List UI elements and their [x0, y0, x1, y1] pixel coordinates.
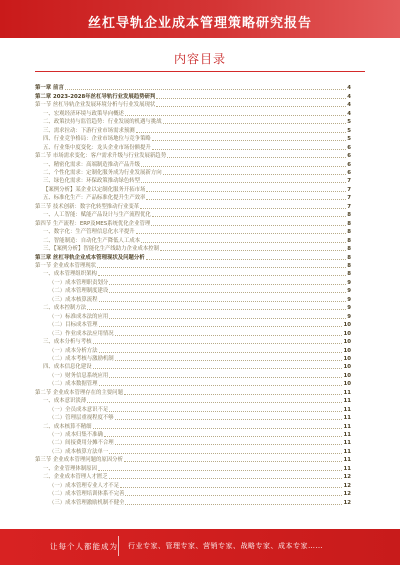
- toc-entry-title: 二、成本核算不精细: [43, 423, 92, 430]
- toc-entry-title: 一、人工智能：赋能产品设计与生产流程优化: [43, 212, 151, 219]
- toc-entry-title: 第四节 生产流程：ERP及MES系统优化企业管理: [35, 220, 151, 227]
- toc-dot-leader: [152, 215, 346, 217]
- toc-entry[interactable]: [35, 414, 351, 422]
- toc-page-number: 11: [343, 440, 351, 447]
- toc-entry[interactable]: [35, 363, 351, 371]
- toc-dot-leader: [109, 291, 346, 293]
- toc-entry-title: 第二节 企业成本管理存在的主要问题: [35, 389, 123, 396]
- toc-dot-leader: [152, 148, 346, 150]
- toc-entry-title: （二）目标成本管理: [49, 322, 98, 329]
- toc-entry[interactable]: [35, 338, 351, 346]
- toc-page-number: 12: [343, 499, 351, 506]
- toc-dot-leader: [152, 139, 346, 141]
- toc-dot-leader: [87, 308, 346, 310]
- toc-entry[interactable]: [35, 118, 351, 126]
- toc-entry-title: 三、绿色化需求：环保政策推动绿色转型: [43, 178, 141, 185]
- toc-entry-title: （二）成本考核与激励机制: [49, 355, 114, 362]
- toc-entry[interactable]: [35, 194, 351, 202]
- toc-entry[interactable]: [35, 456, 351, 464]
- toc-entry[interactable]: [35, 431, 351, 439]
- toc-heading-divider: [35, 71, 365, 72]
- toc-entry[interactable]: [35, 321, 351, 329]
- toc-dot-leader: [136, 232, 347, 234]
- toc-dot-leader: [99, 300, 347, 302]
- toc-dot-leader: [156, 105, 346, 107]
- toc-entry[interactable]: [35, 329, 351, 337]
- toc-dot-leader: [146, 190, 346, 192]
- toc-entry-title: 一、宏观经济环境与政策导向概述: [43, 110, 124, 117]
- toc-page-number: 8: [347, 237, 351, 244]
- toc-page-number: 10: [343, 355, 351, 362]
- toc-page-number: 10: [343, 364, 351, 371]
- toc-entry-title: （二）间接费用分摊不合理: [49, 440, 114, 447]
- toc-entry[interactable]: [35, 388, 351, 396]
- toc-entry[interactable]: [35, 355, 351, 363]
- toc-entry-title: （一）成本管理专业人才不足: [49, 482, 120, 489]
- toc-entry[interactable]: [35, 422, 351, 430]
- toc-entry-title: （一）成本归集不准确: [49, 432, 103, 439]
- toc-page-number: 7: [347, 195, 351, 202]
- toc-dot-leader: [99, 351, 343, 353]
- toc-heading: 内容目录: [173, 52, 226, 66]
- toc-dot-leader: [109, 452, 342, 454]
- toc-page-number: 10: [343, 381, 351, 388]
- toc-page-number: 12: [343, 491, 351, 498]
- toc-entry-title: 第一节 企业成本管理现状: [35, 262, 97, 269]
- toc-entry-title: 第一节 丝杠导轨企业发展环境分析与行业发展现状: [35, 102, 156, 109]
- toc-page-number: 8: [347, 220, 351, 227]
- toc-entry-title: 三、成本分析与考核: [43, 339, 92, 346]
- toc-entry[interactable]: [35, 405, 351, 413]
- toc-page-number: 12: [343, 482, 351, 489]
- report-title: 丝杠导轨企业成本管理策略研究报告: [87, 16, 312, 31]
- toc-entry-title: 第三节 技术创新：数字化转型推动行业变革: [35, 203, 140, 210]
- toc-dot-leader: [93, 367, 343, 369]
- toc-dot-leader: [141, 181, 346, 183]
- toc-chapter-entry[interactable]: [35, 253, 351, 261]
- toc-entry[interactable]: [35, 304, 351, 312]
- toc-dot-leader: [163, 173, 347, 175]
- toc-page-number: 4: [347, 110, 351, 117]
- toc-dot-leader: [115, 334, 343, 336]
- toc-entry-title: 二、智能制造：自动化生产降低人工成本: [43, 237, 141, 244]
- toc-dot-leader: [141, 241, 346, 243]
- toc-dot-leader: [109, 477, 343, 479]
- toc-entry-title: 二、政策扶持与监管趋势：行业发展的机遇与挑战: [43, 119, 162, 126]
- toc-entry[interactable]: [35, 109, 351, 117]
- toc-entry-title: 第二节 市场需求变化：客户需求升级与行业发展新趋势: [35, 153, 167, 160]
- toc-entry[interactable]: [35, 380, 351, 388]
- toc-entry-title: 二、成本控制方法: [43, 305, 87, 312]
- toc-dot-leader: [93, 427, 343, 429]
- toc-entry-title: 一、数字化：生产管理信息化水平提升: [43, 229, 135, 236]
- toc-entry[interactable]: [35, 211, 351, 219]
- toc-dot-leader: [120, 486, 342, 488]
- toc-entry-title: 五、标准化生产：产品标准化提升生产效率: [43, 195, 146, 202]
- toc-dot-leader: [156, 97, 346, 99]
- toc-page-number: 5: [347, 127, 351, 134]
- toc-dot-leader: [146, 258, 347, 260]
- toc-page-number: 8: [347, 229, 351, 236]
- toc-page-number: 9: [347, 296, 351, 303]
- toc-entry[interactable]: [35, 177, 351, 185]
- toc-page-number: 10: [343, 322, 351, 329]
- toc-page-number: 8: [347, 212, 351, 219]
- toc-entry-title: （二）成本管理制度建设: [49, 288, 109, 295]
- toc-entry[interactable]: [35, 169, 351, 177]
- toc-dot-leader: [87, 401, 342, 403]
- toc-entry-title: 三、需求拉动：下游行业市场需求预测: [43, 127, 135, 134]
- toc-entry-title: 二、企业成本管理人才匮乏: [43, 474, 108, 481]
- toc-entry-title: 一、企业管理体制原因: [43, 465, 97, 472]
- toc-dot-leader: [136, 131, 347, 133]
- toc-entry[interactable]: [35, 160, 351, 168]
- toc-entry[interactable]: [35, 464, 351, 472]
- toc-entry[interactable]: [35, 287, 351, 295]
- toc-dot-leader: [98, 469, 343, 471]
- toc-page-number: 11: [343, 432, 351, 439]
- toc-entry[interactable]: [35, 219, 351, 227]
- report-header-banner: [0, 0, 400, 38]
- toc-page-number: 8: [347, 246, 351, 253]
- toc-page-number: 11: [343, 465, 351, 472]
- toc-page-number: 10: [343, 330, 351, 337]
- toc-page-number: 5: [347, 136, 351, 143]
- toc-entry[interactable]: [35, 245, 351, 253]
- toc-entry-title: 一、成本意识淡薄: [43, 398, 87, 405]
- toc-page-number: 10: [343, 372, 351, 379]
- toc-page-number: 9: [347, 279, 351, 286]
- toc-page-number: 11: [343, 389, 351, 396]
- toc-page-number: 9: [347, 288, 351, 295]
- toc-page-number: 11: [343, 415, 351, 422]
- toc-entry[interactable]: [35, 371, 351, 379]
- toc-dot-leader: [125, 114, 346, 116]
- toc-entry[interactable]: [35, 126, 351, 134]
- toc-page-number: 10: [343, 339, 351, 346]
- toc-page-number: 7: [347, 186, 351, 193]
- toc-page-number: 9: [347, 313, 351, 320]
- toc-page-number: 4: [347, 93, 351, 100]
- toc-entry[interactable]: [35, 473, 351, 481]
- toc-page-number: 8: [347, 262, 351, 269]
- toc-page-number: 6: [347, 169, 351, 176]
- toc-dot-leader: [99, 384, 343, 386]
- toc-chapter-entry[interactable]: [35, 92, 351, 100]
- toc-entry-title: （三）成本管理激励机制不健全: [49, 499, 125, 506]
- toc-dot-leader: [99, 325, 343, 327]
- footer-banner: [0, 529, 400, 565]
- toc-dot-leader: [125, 503, 342, 505]
- toc-dot-leader: [163, 122, 347, 124]
- footer-divider: [118, 536, 119, 556]
- toc-entry[interactable]: [35, 236, 351, 244]
- toc-dot-leader: [167, 156, 346, 158]
- toc-entry-title: （一）成本管理职责划分: [49, 279, 109, 286]
- toc-dot-leader: [98, 274, 346, 276]
- toc-dot-leader: [65, 88, 346, 90]
- toc-page-number: 6: [347, 153, 351, 160]
- toc-page-number: 9: [347, 305, 351, 312]
- toc-entry-title: 二、个性化需求：定制化服务成为行业发展新方向: [43, 169, 162, 176]
- toc-dot-leader: [140, 207, 346, 209]
- toc-entry-title: 第三节 企业成本管理问题的原因分析: [35, 457, 123, 464]
- toc-entry[interactable]: [35, 270, 351, 278]
- toc-entry-title: 三、【案例分析】智能化生产线助力企业成本控制: [43, 246, 159, 253]
- toc-page-number: 11: [343, 448, 351, 455]
- toc-page-number: 11: [343, 406, 351, 413]
- toc-entry-title: （三）作业成本法应用情况: [49, 330, 114, 337]
- toc-entry-title: （一）全员成本意识不足: [49, 406, 109, 413]
- footer-slogan: 让每个人都能成为: [50, 542, 118, 551]
- toc-entry-title: 四、成本信息化建设: [43, 364, 92, 371]
- toc-entry[interactable]: [35, 143, 351, 151]
- toc-entry[interactable]: [35, 262, 351, 270]
- toc-entry[interactable]: [35, 202, 351, 210]
- toc-dot-leader: [151, 224, 346, 226]
- toc-page-number: 10: [343, 347, 351, 354]
- toc-page-number: 7: [347, 203, 351, 210]
- toc-dot-leader: [124, 393, 343, 395]
- toc-dot-leader: [115, 443, 343, 445]
- toc-page-number: 11: [343, 423, 351, 430]
- toc-entry[interactable]: [35, 498, 351, 506]
- toc-entry[interactable]: [35, 185, 351, 193]
- toc-dot-leader: [104, 435, 343, 437]
- toc-page-number: 7: [347, 178, 351, 185]
- toc-page-number: 11: [343, 398, 351, 405]
- toc-entry[interactable]: [35, 295, 351, 303]
- toc-dot-leader: [141, 165, 346, 167]
- toc-entry-title: 四、行业竞争格局：企业市场地位与竞争策略: [43, 136, 151, 143]
- toc-page-number: 4: [347, 85, 351, 92]
- toc-entry-title: 第一章 前言: [35, 85, 64, 92]
- toc-page-number: 8: [347, 271, 351, 278]
- toc-entry[interactable]: [35, 490, 351, 498]
- toc-dot-leader: [93, 342, 343, 344]
- toc-entry[interactable]: [35, 228, 351, 236]
- toc-entry[interactable]: [35, 312, 351, 320]
- footer-roles: 行业专家、管理专家、营销专家、战略专家、成本专家……: [128, 542, 323, 550]
- toc-entry[interactable]: [35, 135, 351, 143]
- toc-dot-leader: [115, 359, 343, 361]
- toc-dot-leader: [109, 410, 342, 412]
- toc-dot-leader: [109, 317, 346, 319]
- toc-page-number: 4: [347, 102, 351, 109]
- toc-page-number: 8: [347, 254, 351, 261]
- toc-dot-leader: [124, 460, 343, 462]
- toc-page-number: 12: [343, 474, 351, 481]
- toc-entry[interactable]: [35, 278, 351, 286]
- table-of-contents: [35, 84, 351, 524]
- toc-entry-title: 一、成本管理组织架构: [43, 271, 97, 278]
- toc-entry-title: （三）成本核算方法单一: [49, 448, 109, 455]
- toc-dot-leader: [115, 418, 343, 420]
- toc-entry[interactable]: [35, 346, 351, 354]
- toc-entry-title: 一、精密化需求：高端制造推动产品升级: [43, 161, 141, 168]
- toc-page-number: 6: [347, 144, 351, 151]
- toc-entry[interactable]: [35, 447, 351, 455]
- toc-dot-leader: [125, 494, 342, 496]
- toc-entry-title: 【案例分析】某企业以定制化服务开拓市场: [43, 186, 146, 193]
- toc-entry[interactable]: [35, 397, 351, 405]
- toc-entry[interactable]: [35, 439, 351, 447]
- toc-entry[interactable]: [35, 101, 351, 109]
- toc-dot-leader: [97, 266, 346, 268]
- toc-entry-title: （二）管理层重视程度不够: [49, 415, 114, 422]
- toc-dot-leader: [146, 198, 346, 200]
- toc-entry-title: 第二章 2023-2028年丝杠导轨行业发展趋势研判: [35, 93, 156, 100]
- toc-page-number: 6: [347, 161, 351, 168]
- toc-entry-title: （三）成本核算流程: [49, 296, 98, 303]
- toc-entry-title: （一）成本分析方法: [49, 347, 98, 354]
- toc-page-number: 5: [347, 119, 351, 126]
- toc-entry-title: （二）成本管理培训体系不完善: [49, 491, 125, 498]
- toc-chapter-entry[interactable]: [35, 84, 351, 92]
- toc-entry[interactable]: [35, 481, 351, 489]
- toc-entry[interactable]: [35, 152, 351, 160]
- toc-dot-leader: [109, 283, 346, 285]
- toc-entry-title: （二）成本数据管理: [49, 381, 98, 388]
- toc-entry-title: 五、行业集中度变化：龙头企业市场份额提升: [43, 144, 151, 151]
- toc-entry-title: 第三章 丝杠导轨企业成本管理现状及问题分析: [35, 254, 145, 261]
- toc-dot-leader: [109, 376, 342, 378]
- toc-page-number: 11: [343, 457, 351, 464]
- toc-dot-leader: [160, 249, 346, 251]
- toc-entry-title: （一）标准成本法的应用: [49, 313, 109, 320]
- toc-entry-title: （一）财务信息系统应用: [49, 372, 109, 379]
